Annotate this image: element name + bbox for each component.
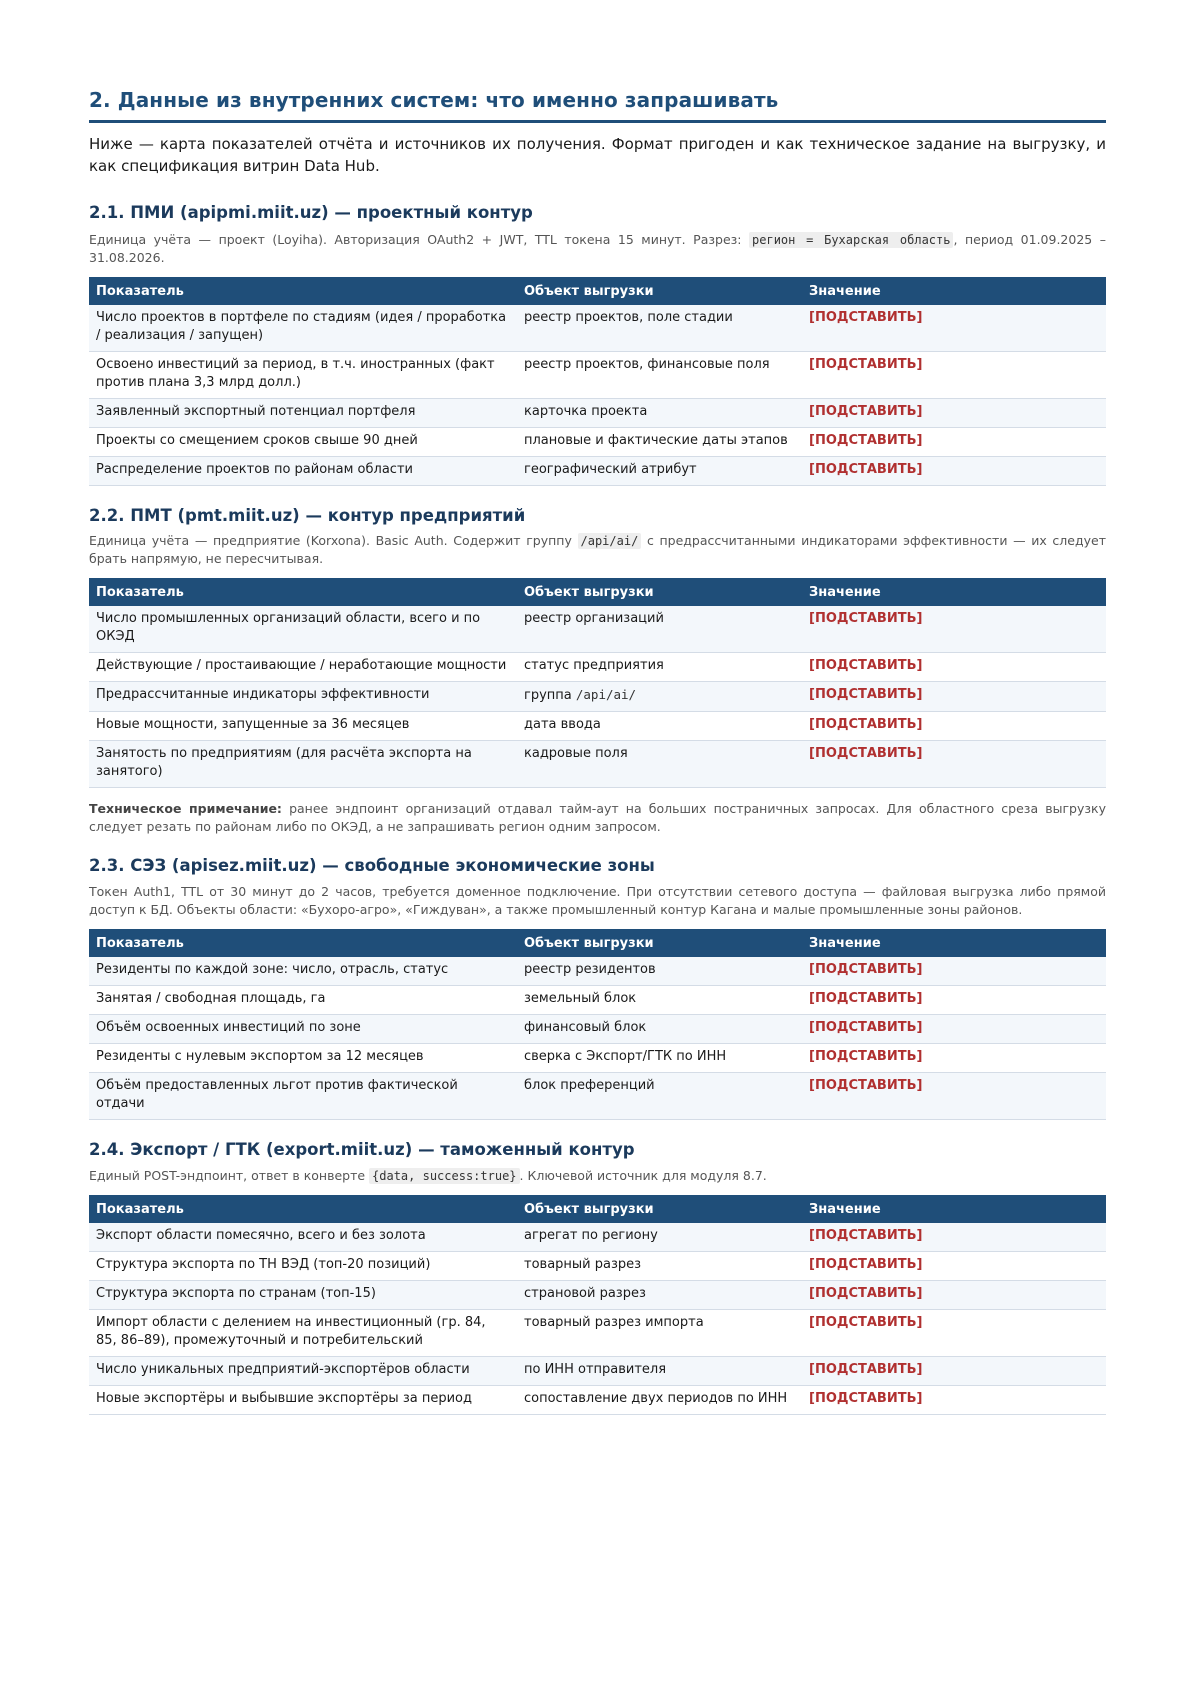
indicator-cell: Новые мощности, запущенные за 36 месяцев xyxy=(89,712,517,741)
note-text: с предрассчитанными индикаторами эффективности — их следует брать напрямую, не пересчитывая. xyxy=(89,533,1107,566)
technical-note xyxy=(89,800,1106,836)
object-cell: агрегат по региону xyxy=(517,1223,802,1252)
object-cell: реестр организаций xyxy=(517,606,802,653)
note-text: Единый POST-эндпоинт, ответ в конверте xyxy=(89,1168,370,1183)
value-placeholder: [ПОДСТАВИТЬ] xyxy=(802,1044,1106,1073)
section-heading-2-4: 2.4. Экспорт / ГТК (export.miit.uz) — таможенный контур xyxy=(89,1140,635,1159)
table-row xyxy=(89,1223,1106,1252)
object-cell: географический атрибут xyxy=(517,457,802,486)
col-header-indicator: Показатель xyxy=(89,1195,517,1223)
table-export xyxy=(89,1195,1106,1415)
table-header-row xyxy=(89,929,1106,957)
col-header-value: Значение xyxy=(802,277,1106,305)
value-placeholder: [ПОДСТАВИТЬ] xyxy=(802,399,1106,428)
table-sez xyxy=(89,929,1106,1120)
value-placeholder: [ПОДСТАВИТЬ] xyxy=(802,1281,1106,1310)
note-text: Единица учёта — предприятие (Korxona). Basic Auth. Содержит группу xyxy=(89,533,578,548)
col-header-indicator: Показатель xyxy=(89,277,517,305)
technical-note-text: ранее эндпоинт организаций отдавал тайм-аут на больших постраничных запросах. Для областного среза выгрузку следует резать по районам либо по ОКЭД, а не запрашивать регион одним запросом. xyxy=(89,801,1106,834)
indicator-cell: Число проектов в портфеле по стадиям (идея / проработка / реализация / запущен) xyxy=(89,305,517,352)
indicator-cell: Объём предоставленных льгот против фактической отдачи xyxy=(89,1073,517,1120)
indicator-cell: Объём освоенных инвестиций по зоне xyxy=(89,1015,517,1044)
table-row xyxy=(89,682,1106,712)
table-row xyxy=(89,986,1106,1015)
indicator-cell: Резиденты с нулевым экспортом за 12 месяцев xyxy=(89,1044,517,1073)
table-row xyxy=(89,1357,1106,1386)
value-placeholder: [ПОДСТАВИТЬ] xyxy=(802,653,1106,682)
col-header-value: Значение xyxy=(802,929,1106,957)
table-row xyxy=(89,957,1106,986)
indicator-cell: Действующие / простаивающие / неработающие мощности xyxy=(89,653,517,682)
value-placeholder: [ПОДСТАВИТЬ] xyxy=(802,712,1106,741)
col-header-object: Объект выгрузки xyxy=(517,277,802,305)
note-text: Единица учёта — проект (Loyiha). Авторизация OAuth2 + JWT, TTL токена 15 минут. Разрез: xyxy=(89,232,750,247)
object-cell: кадровые поля xyxy=(517,741,802,788)
object-cell: товарный разрез импорта xyxy=(517,1310,802,1357)
note-text: . Ключевой источник для модуля 8.7. xyxy=(519,1168,767,1183)
table-pmi xyxy=(89,277,1106,486)
table-header-row xyxy=(89,277,1106,305)
lead-paragraph: Ниже — карта показателей отчёта и источников их получения. Формат пригоден и как техническое задание на выгрузку, и как спецификация витрин Data Hub. xyxy=(89,135,1106,175)
object-cell: реестр проектов, поле стадии xyxy=(517,305,802,352)
col-header-indicator: Показатель xyxy=(89,929,517,957)
table-row xyxy=(89,428,1106,457)
table-row xyxy=(89,1310,1106,1357)
table-row xyxy=(89,653,1106,682)
col-header-value: Значение xyxy=(802,578,1106,606)
object-cell: дата ввода xyxy=(517,712,802,741)
table-row xyxy=(89,1281,1106,1310)
col-header-value: Значение xyxy=(802,1195,1106,1223)
object-cell: сопоставление двух периодов по ИНН xyxy=(517,1386,802,1415)
table-row xyxy=(89,457,1106,486)
note-code: регион = Бухарская область xyxy=(749,232,953,248)
value-placeholder: [ПОДСТАВИТЬ] xyxy=(802,986,1106,1015)
note-text: , период 01.09.2025 – 31.08.2026. xyxy=(89,232,1106,265)
table-row xyxy=(89,741,1106,788)
object-cell: земельный блок xyxy=(517,986,802,1015)
object-cell: статус предприятия xyxy=(517,653,802,682)
indicator-cell: Экспорт области помесячно, всего и без золота xyxy=(89,1223,517,1252)
note-code: /api/ai/ xyxy=(578,533,642,549)
object-cell xyxy=(517,682,802,712)
table-row xyxy=(89,1015,1106,1044)
section-note-2-2 xyxy=(89,532,1106,568)
table-row xyxy=(89,1252,1106,1281)
object-cell: реестр резидентов xyxy=(517,957,802,986)
indicator-cell: Число промышленных организаций области, всего и по ОКЭД xyxy=(89,606,517,653)
table-row xyxy=(89,1386,1106,1415)
col-header-object: Объект выгрузки xyxy=(517,929,802,957)
section-note-2-1 xyxy=(89,231,1106,267)
value-placeholder: [ПОДСТАВИТЬ] xyxy=(802,1386,1106,1415)
value-placeholder: [ПОДСТАВИТЬ] xyxy=(802,1310,1106,1357)
value-placeholder: [ПОДСТАВИТЬ] xyxy=(802,957,1106,986)
object-code: /api/ai/ xyxy=(575,687,637,702)
indicator-cell: Занятость по предприятиям (для расчёта экспорта на занятого) xyxy=(89,741,517,788)
object-text: группа xyxy=(524,688,576,703)
indicator-cell: Резиденты по каждой зоне: число, отрасль, статус xyxy=(89,957,517,986)
value-placeholder: [ПОДСТАВИТЬ] xyxy=(802,352,1106,399)
table-pmt xyxy=(89,578,1106,788)
table-row xyxy=(89,1044,1106,1073)
object-cell: товарный разрез xyxy=(517,1252,802,1281)
section-note-2-3: Токен Auth1, TTL от 30 минут до 2 часов, требуется доменное подключение. При отсутствии сетевого доступа — файловая выгрузка либо прямой доступ к БД. Объекты области: «Бухоро-агро», «Гиждуван», а также промышленный контур Кагана и малые промышленные зоны районов. xyxy=(89,884,1106,917)
technical-note-label: Техническое примечание: xyxy=(89,801,282,816)
indicator-cell: Импорт области с делением на инвестиционный (гр. 84, 85, 86–89), промежуточный и потребительский xyxy=(89,1310,517,1357)
table-row xyxy=(89,305,1106,352)
object-cell: плановые и фактические даты этапов xyxy=(517,428,802,457)
indicator-cell: Проекты со смещением сроков свыше 90 дней xyxy=(89,428,517,457)
object-cell: реестр проектов, финансовые поля xyxy=(517,352,802,399)
value-placeholder: [ПОДСТАВИТЬ] xyxy=(802,1223,1106,1252)
value-placeholder: [ПОДСТАВИТЬ] xyxy=(802,457,1106,486)
value-placeholder: [ПОДСТАВИТЬ] xyxy=(802,1073,1106,1120)
page-title: 2. Данные из внутренних систем: что именно запрашивать xyxy=(89,88,1106,123)
value-placeholder: [ПОДСТАВИТЬ] xyxy=(802,606,1106,653)
col-header-indicator: Показатель xyxy=(89,578,517,606)
table-header-row xyxy=(89,1195,1106,1223)
object-cell: блок преференций xyxy=(517,1073,802,1120)
value-placeholder: [ПОДСТАВИТЬ] xyxy=(802,682,1106,712)
object-cell: карточка проекта xyxy=(517,399,802,428)
table-row xyxy=(89,399,1106,428)
indicator-cell: Структура экспорта по странам (топ-15) xyxy=(89,1281,517,1310)
table-row xyxy=(89,712,1106,741)
table-row xyxy=(89,606,1106,653)
note-code: {data, success:true} xyxy=(369,1168,520,1184)
table-header-row xyxy=(89,578,1106,606)
indicator-cell: Предрассчитанные индикаторы эффективности xyxy=(89,682,517,712)
indicator-cell: Распределение проектов по районам области xyxy=(89,457,517,486)
value-placeholder: [ПОДСТАВИТЬ] xyxy=(802,1357,1106,1386)
value-placeholder: [ПОДСТАВИТЬ] xyxy=(802,305,1106,352)
object-cell: финансовый блок xyxy=(517,1015,802,1044)
table-row xyxy=(89,1073,1106,1120)
object-cell: по ИНН отправителя xyxy=(517,1357,802,1386)
object-cell: страновой разрез xyxy=(517,1281,802,1310)
indicator-cell: Освоено инвестиций за период, в т.ч. иностранных (факт против плана 3,3 млрд долл.) xyxy=(89,352,517,399)
object-cell: сверка с Экспорт/ГТК по ИНН xyxy=(517,1044,802,1073)
value-placeholder: [ПОДСТАВИТЬ] xyxy=(802,1015,1106,1044)
indicator-cell: Заявленный экспортный потенциал портфеля xyxy=(89,399,517,428)
col-header-object: Объект выгрузки xyxy=(517,1195,802,1223)
section-note-2-4 xyxy=(89,1167,1106,1185)
section-heading-2-1: 2.1. ПМИ (apipmi.miit.uz) — проектный контур xyxy=(89,203,533,222)
indicator-cell: Структура экспорта по ТН ВЭД (топ-20 позиций) xyxy=(89,1252,517,1281)
indicator-cell: Новые экспортёры и выбывшие экспортёры за период xyxy=(89,1386,517,1415)
value-placeholder: [ПОДСТАВИТЬ] xyxy=(802,428,1106,457)
value-placeholder: [ПОДСТАВИТЬ] xyxy=(802,1252,1106,1281)
document-page xyxy=(89,88,1106,1415)
section-heading-2-3: 2.3. СЭЗ (apisez.miit.uz) — свободные экономические зоны xyxy=(89,856,655,875)
table-row xyxy=(89,352,1106,399)
indicator-cell: Занятая / свободная площадь, га xyxy=(89,986,517,1015)
col-header-object: Объект выгрузки xyxy=(517,578,802,606)
section-heading-2-2: 2.2. ПМТ (pmt.miit.uz) — контур предприятий xyxy=(89,506,526,525)
value-placeholder: [ПОДСТАВИТЬ] xyxy=(802,741,1106,788)
indicator-cell: Число уникальных предприятий-экспортёров области xyxy=(89,1357,517,1386)
